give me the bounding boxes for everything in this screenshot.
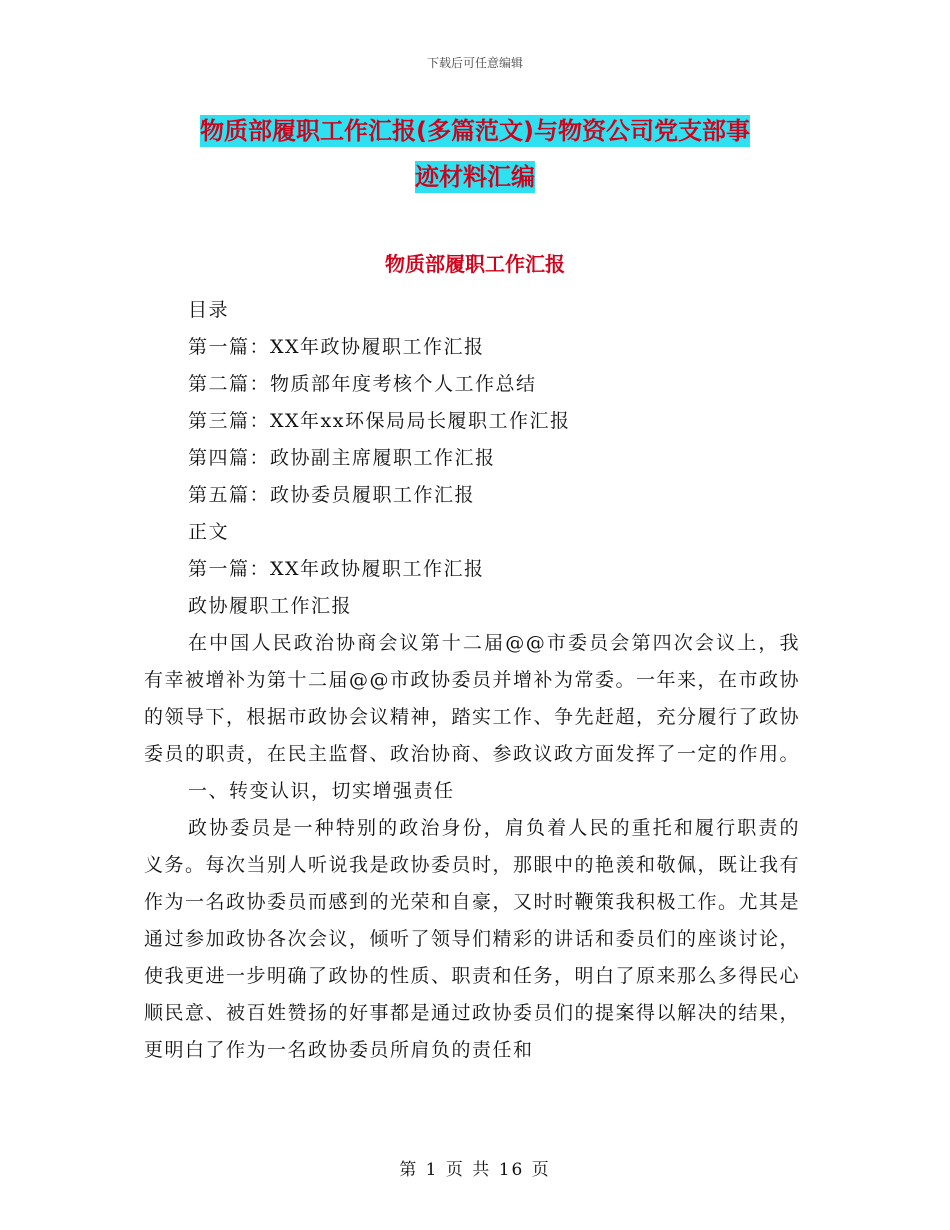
page-header-note: 下载后可任意编辑: [426, 56, 523, 70]
chapter-heading: 第一篇：XX年政协履职工作汇报: [188, 558, 485, 580]
toc-item: 第四篇：政协副主席履职工作汇报: [188, 447, 496, 469]
main-label: 正文: [188, 521, 230, 543]
document-body: [144, 292, 800, 1069]
toc-item: 第一篇：XX年政协履职工作汇报: [188, 336, 485, 358]
toc-item: 第二篇：物质部年度考核个人工作总结: [188, 373, 537, 395]
doc-title: 政协履职工作汇报: [188, 595, 353, 617]
toc-item: 第五篇：政协委员履职工作汇报: [188, 484, 476, 506]
section-title: 物质部履职工作汇报: [385, 252, 565, 276]
section-heading: 一、转变认识，切实增强责任: [188, 780, 455, 802]
title-line-1: 物质部履职工作汇报(多篇范文)与物资公司党支部事: [200, 117, 750, 145]
title-line-2: 迹材料汇编: [415, 163, 535, 191]
page-footer: 第 1 页 共 16 页: [399, 1160, 551, 1180]
toc-heading: 目录: [188, 299, 230, 321]
paragraph: 在中国人民政治协商会议第十二届@@市委员会第四次会议上，我有幸被增补为第十二届@@市政协委员并增补为常委。一年来，在市政协的领导下，根据市政协会议精神，踏实工作、争先赶超，充分履行了政协委员的职责，在民主监督、政治协商、参政议政方面发挥了一定的作用。: [144, 632, 801, 765]
toc-item: 第三篇：XX年xx环保局局长履职工作汇报: [188, 410, 571, 432]
paragraph: 政协委员是一种特别的政治身份，肩负着人民的重托和履行职责的义务。每次当别人听说我是政协委员时，那眼中的艳羡和敬佩，既让我有作为一名政协委员而感到的光荣和自豪，又时时鞭策我积极工作。尤其是通过参加政协各次会议，倾听了领导们精彩的讲话和委员们的座谈讨论，使我更进一步明确了政协的性质、职责和任务，明白了原来那么多得民心顺民意、被百姓赞扬的好事都是通过政协委员们的提案得以解决的结果，更明白了作为一名政协委员所肩负的责任和: [144, 817, 801, 1061]
document-title: [140, 110, 810, 202]
